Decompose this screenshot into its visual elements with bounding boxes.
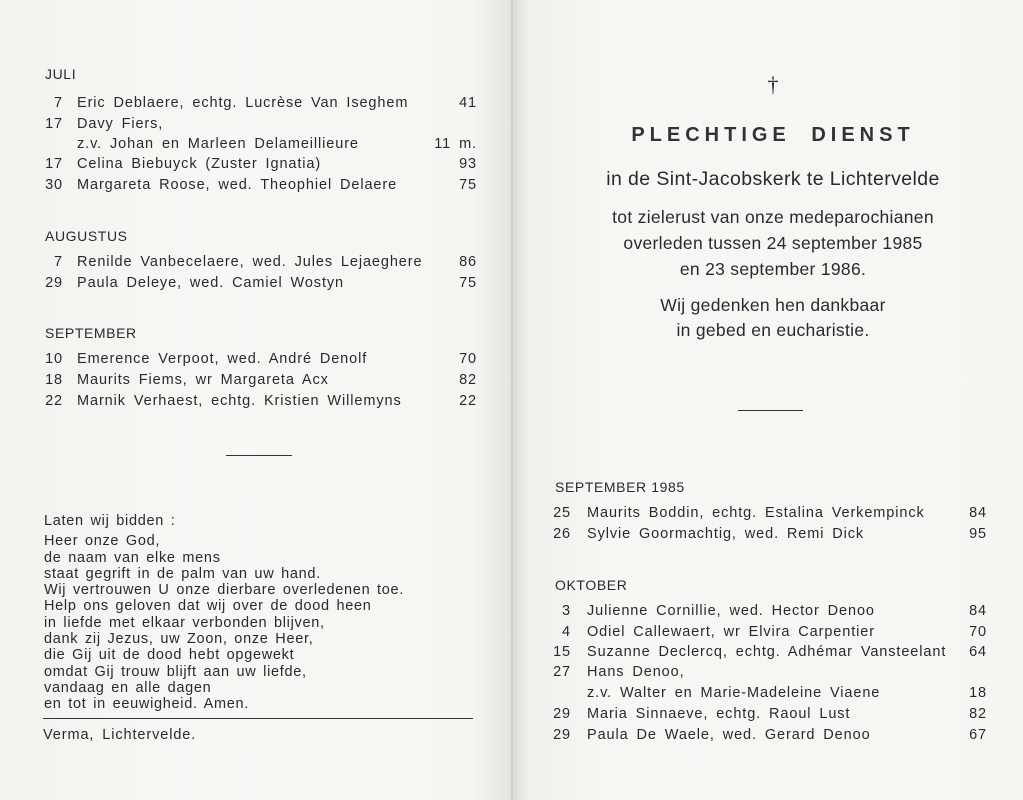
right-page xyxy=(513,0,1023,800)
obituary-entry xyxy=(0,155,513,173)
entry-day: 29 xyxy=(45,275,63,291)
entry-name: Maurits Fiems, wr Margareta Acx xyxy=(77,372,329,388)
entry-name: Celina Biebuyck (Zuster Ignatia) xyxy=(77,156,322,172)
prayer-lines xyxy=(44,533,404,712)
entry-name: Odiel Callewaert, wr Elvira Carpentier xyxy=(587,624,875,640)
entry-name: Marnik Verhaest, echtg. Kristien Willemyns xyxy=(77,393,402,409)
obituary-entry xyxy=(0,135,513,153)
obituary-entry xyxy=(0,274,513,292)
prayer-line: vandaag en alle dagen xyxy=(44,679,212,696)
section-heading: SEPTEMBER 1985 xyxy=(555,479,685,495)
title: PLECHTIGE DIENST xyxy=(631,124,915,146)
prayer-line: en tot in eeuwigheid. Amen. xyxy=(44,696,250,713)
entry-name: Emerence Verpoot, wed. André Denolf xyxy=(77,351,368,367)
obituary-entry xyxy=(0,176,513,194)
obituary-entry xyxy=(0,115,513,133)
obituary-entry xyxy=(0,94,513,112)
section-heading: JULI xyxy=(45,66,77,82)
entry-age: 18 xyxy=(969,685,987,701)
entry-day: 29 xyxy=(553,706,571,722)
intro-line: overleden tussen 24 september 1985 xyxy=(623,233,923,253)
obituary-entry xyxy=(0,253,513,271)
prayer-line: de naam van elke mens xyxy=(44,549,221,566)
obituary-entry xyxy=(0,371,513,389)
entry-age: 84 xyxy=(969,603,987,619)
entry-age: 75 xyxy=(459,177,477,193)
entry-name: Hans Denoo, xyxy=(587,664,685,680)
entry-day: 15 xyxy=(553,644,571,660)
prayer-line: dank zij Jezus, uw Zoon, onze Heer, xyxy=(44,631,314,648)
entry-name: Paula De Waele, wed. Gerard Denoo xyxy=(587,727,871,743)
obituary-entry xyxy=(513,663,1023,681)
remember-line: Wij gedenken hen dankbaar xyxy=(660,295,886,315)
divider xyxy=(226,455,292,456)
entry-name: Maria Sinnaeve, echtg. Raoul Lust xyxy=(587,706,851,722)
entry-age: 70 xyxy=(459,351,477,367)
entry-day: 7 xyxy=(54,95,63,111)
prayer-line: omdat Gij trouw blijft aan uw liefde, xyxy=(44,663,307,680)
section-heading: SEPTEMBER xyxy=(45,325,137,341)
entry-name: Suzanne Declercq, echtg. Adhémar Vansteelant xyxy=(587,644,947,660)
entry-day: 17 xyxy=(45,156,63,172)
printer-credit: Verma, Lichtervelde. xyxy=(43,727,197,743)
entry-age: 64 xyxy=(969,644,987,660)
obituary-entry xyxy=(513,623,1023,641)
obituary-entry xyxy=(513,525,1023,543)
prayer xyxy=(44,513,404,713)
entry-day: 18 xyxy=(45,372,63,388)
obituary-entry xyxy=(513,504,1023,522)
entry-day: 7 xyxy=(54,254,63,270)
entry-day: 26 xyxy=(553,526,571,542)
section-heading: OKTOBER xyxy=(555,577,628,593)
obituary-entry xyxy=(513,643,1023,661)
obituary-entry xyxy=(0,392,513,410)
entry-age: 11 m. xyxy=(434,136,477,152)
prayer-line: in liefde met elkaar verbonden blijven, xyxy=(44,614,325,631)
entry-name: Eric Deblaere, echtg. Lucrèse Van Iseghem xyxy=(77,95,409,111)
subtitle: in de Sint-Jacobskerk te Lichtervelde xyxy=(606,168,940,190)
prayer-line: die Gij uit de dood hebt opgewekt xyxy=(44,647,295,664)
cross-icon: † xyxy=(767,72,779,97)
obituary-entry xyxy=(513,602,1023,620)
entry-age: 67 xyxy=(969,727,987,743)
entry-day: 29 xyxy=(553,727,571,743)
divider xyxy=(738,410,803,411)
entry-day: 22 xyxy=(45,393,63,409)
section-heading: AUGUSTUS xyxy=(45,228,128,244)
entry-day: 3 xyxy=(562,603,571,619)
entry-day: 27 xyxy=(553,664,571,680)
obituary-entry xyxy=(0,350,513,368)
prayer-intro: Laten wij bidden : xyxy=(44,513,176,529)
obituary-entry xyxy=(513,726,1023,744)
entry-name: z.v. Johan en Marleen Delameillieure xyxy=(77,136,359,152)
intro-line: en 23 september 1986. xyxy=(679,259,867,279)
entry-age: 41 xyxy=(459,95,477,111)
entry-day: 17 xyxy=(45,116,63,132)
entry-name: Margareta Roose, wed. Theophiel Delaere xyxy=(77,177,398,193)
entry-name: Julienne Cornillie, wed. Hector Denoo xyxy=(587,603,875,619)
entry-name: Maurits Boddin, echtg. Estalina Verkempinck xyxy=(587,505,925,521)
remember-line: in gebed en eucharistie. xyxy=(676,320,870,340)
entry-day: 25 xyxy=(553,505,571,521)
entry-name: Paula Deleye, wed. Camiel Wostyn xyxy=(77,275,344,291)
entry-name: Sylvie Goormachtig, wed. Remi Dick xyxy=(587,526,865,542)
entry-name: Renilde Vanbecelaere, wed. Jules Lejaeghere xyxy=(77,254,423,270)
entry-name: Davy Fiers, xyxy=(77,116,164,132)
entry-age: 82 xyxy=(459,372,477,388)
entry-age: 93 xyxy=(459,156,477,172)
entry-day: 10 xyxy=(45,351,63,367)
obituary-entry xyxy=(513,705,1023,723)
entry-age: 70 xyxy=(969,624,987,640)
entry-age: 82 xyxy=(969,706,987,722)
entry-age: 75 xyxy=(459,275,477,291)
entry-age: 22 xyxy=(459,393,477,409)
footer-rule xyxy=(43,718,473,719)
entry-age: 86 xyxy=(459,254,477,270)
intro-line: tot zielerust van onze medeparochianen xyxy=(612,207,934,227)
prayer-line: staat gegrift in de palm van uw hand. xyxy=(44,565,321,582)
entry-age: 95 xyxy=(969,526,987,542)
prayer-line: Help ons geloven dat wij over de dood heen xyxy=(44,598,372,615)
prayer-line: Heer onze God, xyxy=(44,533,161,550)
entry-name: z.v. Walter en Marie-Madeleine Viaene xyxy=(587,685,881,701)
entry-day: 30 xyxy=(45,177,63,193)
prayer-line: Wij vertrouwen U onze dierbare overledenen toe. xyxy=(44,582,405,599)
entry-day: 4 xyxy=(562,624,571,640)
obituary-entry xyxy=(513,684,1023,702)
entry-age: 84 xyxy=(969,505,987,521)
